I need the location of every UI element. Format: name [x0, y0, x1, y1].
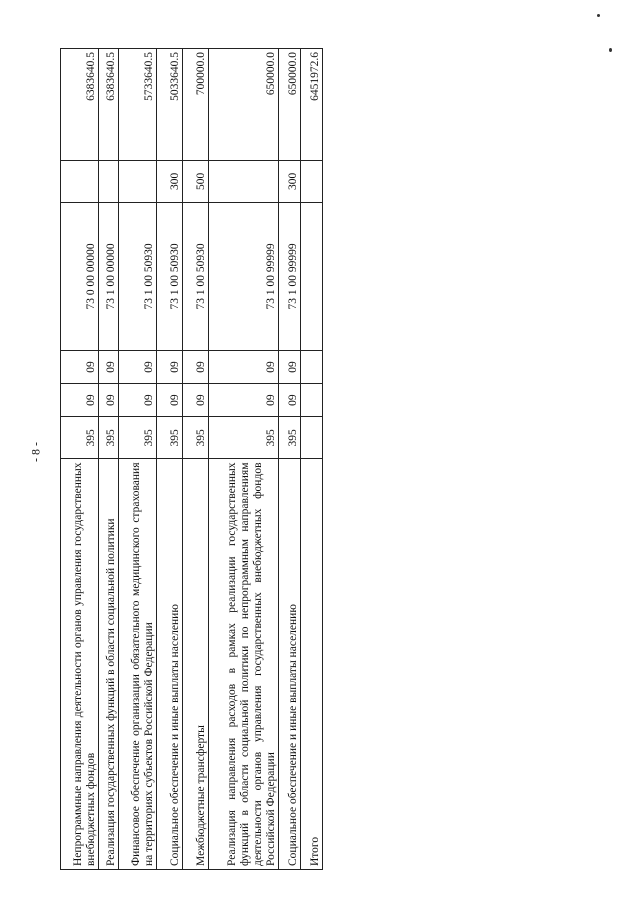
cell-amount: 5733640.5 [119, 49, 157, 161]
cell-expense-type [99, 160, 119, 202]
scan-speck [609, 48, 612, 52]
row-name: Социальное обеспечение и иные выплаты населению [157, 459, 183, 870]
cell-section: 09 [279, 384, 301, 417]
rotated-table-container [60, 48, 323, 870]
cell-section: 09 [209, 384, 279, 417]
total-empty-cell [301, 417, 323, 459]
cell-subsection: 09 [183, 350, 209, 383]
cell-amount: 6383640.5 [99, 49, 119, 161]
cell-target-article: 73 1 00 99999 [279, 202, 301, 350]
cell-admin-code: 395 [157, 417, 183, 459]
cell-amount: 650000.0 [279, 49, 301, 161]
cell-expense-type [119, 160, 157, 202]
cell-subsection: 09 [157, 350, 183, 383]
cell-amount: 5033640.5 [157, 49, 183, 161]
cell-amount: 700000.0 [183, 49, 209, 161]
cell-target-article: 73 1 00 50930 [183, 202, 209, 350]
table-row [209, 49, 279, 870]
total-empty-cell [301, 202, 323, 350]
cell-section: 09 [119, 384, 157, 417]
cell-subsection: 09 [61, 350, 99, 383]
total-empty-cell [301, 384, 323, 417]
table-row [279, 49, 301, 870]
table-row [61, 49, 99, 870]
cell-subsection: 09 [279, 350, 301, 383]
cell-admin-code: 395 [61, 417, 99, 459]
cell-target-article: 73 1 00 50930 [157, 202, 183, 350]
cell-subsection: 09 [209, 350, 279, 383]
table-row [157, 49, 183, 870]
table-row [99, 49, 119, 870]
total-empty-cell [301, 350, 323, 383]
cell-admin-code: 395 [99, 417, 119, 459]
scan-speck [597, 14, 600, 17]
cell-section: 09 [99, 384, 119, 417]
cell-admin-code: 395 [279, 417, 301, 459]
cell-target-article: 73 1 00 99999 [209, 202, 279, 350]
total-row [301, 49, 323, 870]
cell-subsection: 09 [119, 350, 157, 383]
cell-expense-type: 300 [279, 160, 301, 202]
row-name: Реализация государственных функций в области социальной политики [99, 459, 119, 870]
cell-expense-type [209, 160, 279, 202]
cell-expense-type: 300 [157, 160, 183, 202]
cell-admin-code: 395 [209, 417, 279, 459]
total-amount: 6451972.6 [301, 49, 323, 161]
cell-section: 09 [61, 384, 99, 417]
row-name: Межбюджетные трансферты [183, 459, 209, 870]
row-name: Реализация направления расходов в рамках реализации государственных функций в области социальной политики по непрограммным направлениям деятельности органов управления государственных внебюджетных фондов Российской Федерации [209, 459, 279, 870]
cell-amount: 6383640.5 [61, 49, 99, 161]
total-label: Итого [301, 459, 323, 870]
budget-table [60, 48, 323, 870]
cell-subsection: 09 [99, 350, 119, 383]
cell-target-article: 73 1 00 00000 [99, 202, 119, 350]
cell-target-article: 73 1 00 50930 [119, 202, 157, 350]
page-number: - 8 - [28, 442, 43, 462]
cell-expense-type: 500 [183, 160, 209, 202]
table-row [119, 49, 157, 870]
cell-amount: 650000.0 [209, 49, 279, 161]
row-name: Непрограммные направления деятельности органов управления государственных внебюджетных фондов [61, 459, 99, 870]
total-empty-cell [301, 160, 323, 202]
table-row [183, 49, 209, 870]
row-name: Социальное обеспечение и иные выплаты населению [279, 459, 301, 870]
cell-target-article: 73 0 00 00000 [61, 202, 99, 350]
cell-section: 09 [183, 384, 209, 417]
cell-admin-code: 395 [183, 417, 209, 459]
cell-expense-type [61, 160, 99, 202]
cell-admin-code: 395 [119, 417, 157, 459]
cell-section: 09 [157, 384, 183, 417]
row-name: Финансовое обеспечение организации обязательного медицинского страхования на территориях субъектов Российской Федерации [119, 459, 157, 870]
